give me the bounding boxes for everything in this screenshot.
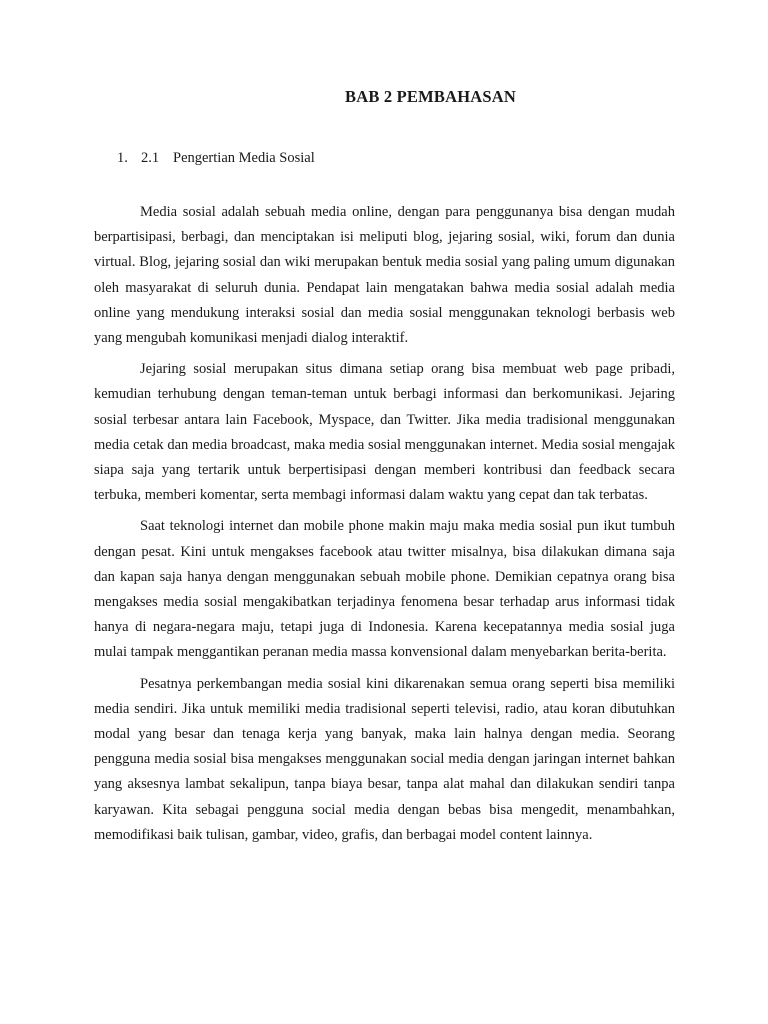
paragraph-2: Jejaring sosial merupakan situs dimana setiap orang bisa membuat web page pribadi, kemudian terhubung dengan teman-teman untuk berbagi informasi dan berkomunikasi. Jejaring sosial terbesar antara lain Facebook, Myspace, dan Twitter. Jika media tradisional menggunakan media cetak dan media broadcast, maka media sosial menggunakan internet. Media sosial mengajak siapa saja yang tertarik untuk berpertisipasi dengan memberi kontribusi dan feedback secara terbuka, memberi komentar, serta membagi informasi dalam waktu yang cepat dan tak terbatas. <box>94 361 675 504</box>
paragraph-1: Media sosial adalah sebuah media online, dengan para penggunanya bisa dengan mudah berpartisipasi, berbagi, dan menciptakan isi meliputi blog, jejaring sosial, wiki, forum dan dunia virtual. Blog, jejaring sosial dan wiki merupakan bentuk media sosial yang paling umum digunakan oleh masyarakat di seluruh dunia. Pendapat lain mengatakan bahwa media sosial adalah media online yang mendukung interaksi sosial dan media sosial menggunakan teknologi berbasis web yang mengubah komunikasi menjadi dialog interaktif. <box>94 204 675 347</box>
section-heading <box>117 150 315 167</box>
body-text <box>94 200 675 854</box>
list-number: 1. <box>117 150 128 166</box>
chapter-title: BAB 2 PEMBAHASAN <box>345 87 516 106</box>
paragraph-3: Saat teknologi internet dan mobile phone makin maju maka media sosial pun ikut tumbuh dengan pesat. Kini untuk mengakses facebook atau twitter misalnya, bisa dilakukan dimana saja dan kapan saja hanya dengan menggunakan sebuah mobile phone. Demikian cepatnya orang bisa mengakses media sosial mengakibatkan terjadinya fenomena besar terhadap arus informasi tidak hanya di negara-negara maju, tetapi juga di Indonesia. Karena kecepatannya media sosial juga mulai tampak menggantikan peranan media massa konvensional dalam menyebarkan berita-berita. <box>94 518 675 661</box>
paragraph-4: Pesatnya perkembangan media sosial kini dikarenakan semua orang seperti bisa memiliki media sendiri. Jika untuk memiliki media tradisional seperti televisi, radio, atau koran dibutuhkan modal yang besar dan tenaga kerja yang banyak, maka lain halnya dengan media. Seorang pengguna media sosial bisa mengakses menggunakan social media dengan jaringan internet bahkan yang aksesnya lambat sekalipun, tanpa biaya besar, tanpa alat mahal dan dilakukan sendiri tanpa karyawan. Kita sebagai pengguna social media dengan bebas bisa mengedit, menambahkan, memodifikasi baik tulisan, gambar, video, grafis, dan berbagai model content lainnya. <box>94 675 675 843</box>
section-number: 2.1 <box>141 150 160 166</box>
section-title: Pengertian Media Sosial <box>173 150 315 166</box>
